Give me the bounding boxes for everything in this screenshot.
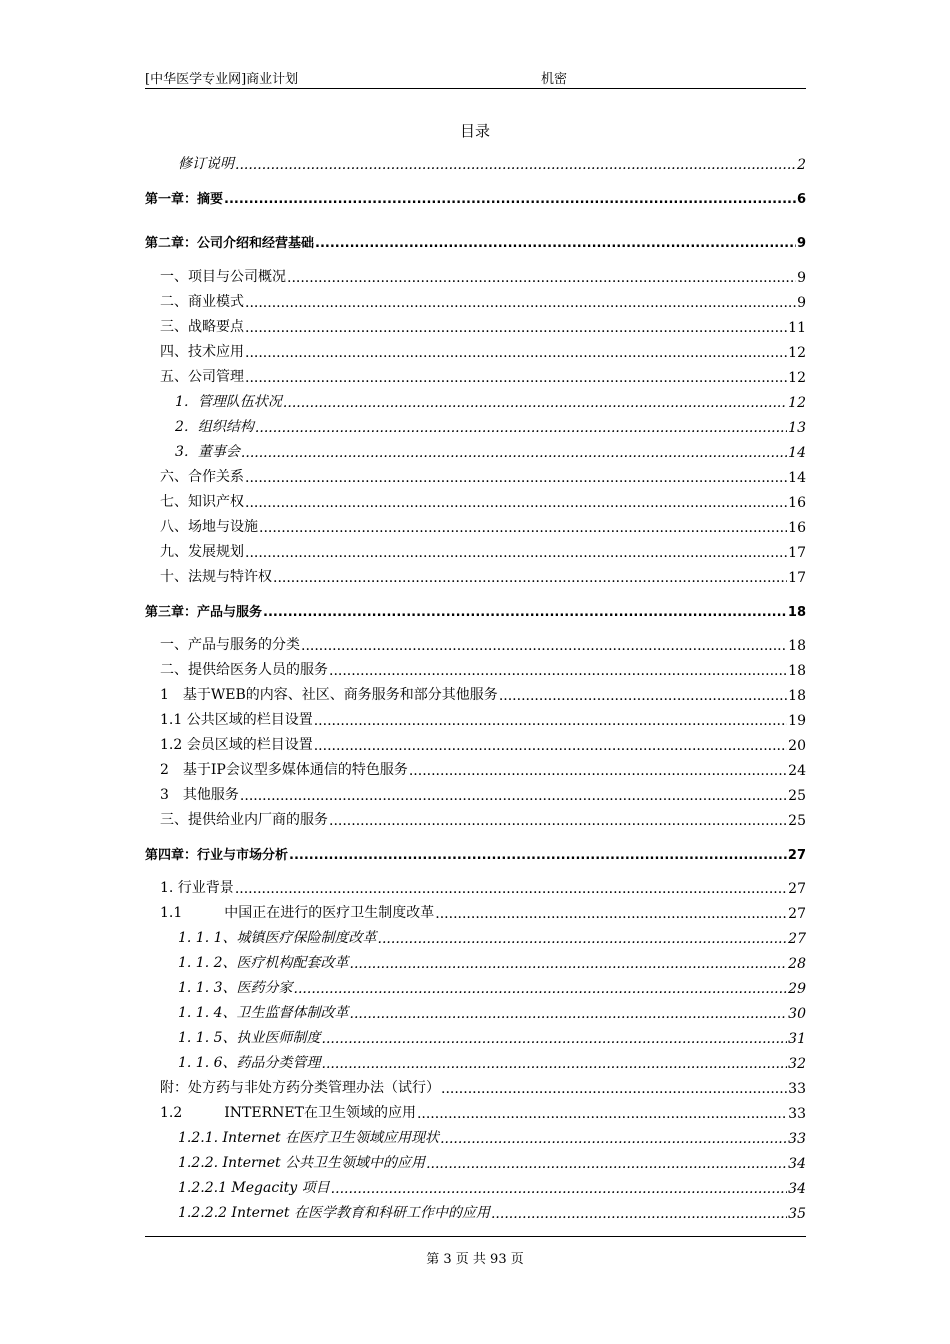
toc-entry-label: 1. 1. 3、医药分家 [178,980,293,996]
toc-entry-page-number: 18 [788,638,806,654]
toc-entry-label: 第三章：产品与服务 [145,605,263,620]
toc-entry-page-number: 33 [788,1081,806,1097]
toc-leader-dots [283,395,787,411]
toc-entry-page-number: 14 [788,470,806,486]
toc-entry-label: 九、发展规划 [160,544,244,560]
toc-entry-page-number: 20 [788,738,806,754]
toc-leader-dots [417,1106,787,1122]
toc-entry[interactable] [160,734,806,754]
toc-entry[interactable] [160,541,806,561]
toc-entry-page-number: 27 [788,931,806,947]
toc-entry[interactable] [178,1202,806,1222]
toc-entry-label: 二、提供给医务人员的服务 [160,662,328,678]
toc-entry-label: 1 基于WEB的内容、社区、商务服务和部分其他服务 [160,687,498,703]
toc-entry-page-number: 33 [788,1131,806,1147]
toc-entry[interactable] [145,187,806,207]
toc-entry[interactable] [178,1127,806,1147]
toc-entry-page-number: 9 [797,270,806,286]
toc-entry-page-number: 27 [788,881,806,897]
toc-entry[interactable] [178,977,806,997]
toc-entry[interactable] [178,1152,806,1172]
toc-entry-label: 1. 1. 5、执业医师制度 [178,1030,321,1046]
toc-entry-label: 1.2.2.1 Megacity 项目 [178,1180,330,1196]
toc-entry-page-number: 16 [788,520,806,536]
toc-entry-label: 第二章：公司介绍和经营基础 [145,236,315,251]
toc-entry-label: 1. 1. 2、医疗机构配套改革 [178,955,349,971]
toc-leader-dots [245,545,787,561]
toc-leader-dots [322,1031,788,1047]
toc-leader-dots [331,1181,788,1197]
toc-leader-dots [255,420,787,436]
toc-entry-label: 二、商业模式 [160,294,244,310]
toc-entry-label: 1. 1. 4、卫生监督体制改革 [178,1005,349,1021]
toc-entry-label: 1.1 中国正在进行的医疗卫生制度改革 [160,905,435,921]
toc-entry-label: 七、知识产权 [160,494,244,510]
toc-entry-label: 一、产品与服务的分类 [160,637,300,653]
toc-entry[interactable] [160,1102,806,1122]
toc-entry-label: 1.2.1. Internet 在医疗卫生领域应用现状 [178,1130,440,1146]
toc-entry-page-number: 29 [788,981,806,997]
toc-entry-page-number: 28 [788,956,806,972]
toc-entry[interactable] [160,566,806,586]
toc-leader-dots [409,763,787,779]
toc-entry-label: 1.2.2. Internet 公共卫生领域中的应用 [178,1155,426,1171]
toc-leader-dots [263,605,787,620]
toc-leader-dots [235,157,796,173]
toc-entry[interactable] [160,684,806,704]
toc-entry-page-number: 18 [788,663,806,679]
toc-entry-page-number: 24 [788,763,806,779]
toc-entry-page-number: 2 [797,157,806,173]
toc-leader-dots [350,1006,788,1022]
toc-entry-page-number: 17 [788,545,806,561]
toc-entry[interactable] [175,441,806,461]
toc-entry-label: 三、战略要点 [160,319,244,335]
toc-entry-label: 1.2 会员区域的栏目设置 [160,737,313,753]
toc-entry-label: 2．组织结构 [175,419,254,435]
toc-entry[interactable] [160,291,806,311]
toc-entry-page-number: 30 [788,1006,806,1022]
toc-leader-dots [435,906,787,922]
toc-entry-page-number: 6 [796,192,806,207]
toc-entry[interactable] [160,491,806,511]
page-footer: 第 3 页 共 93 页 [426,1252,524,1267]
toc-entry-label: 修订说明 [178,156,234,172]
toc-entry-label: 第四章：行业与市场分析 [145,848,289,863]
toc-entry-page-number: 27 [787,848,806,863]
toc-leader-dots [245,320,787,336]
toc-entry[interactable] [160,709,806,729]
toc-leader-dots [241,445,787,461]
toc-entry[interactable] [175,416,806,436]
header-confidential-label: 机密 [541,72,568,87]
toc-leader-dots [235,881,787,897]
toc-entry-page-number: 34 [788,1181,806,1197]
toc-entry[interactable] [160,266,806,286]
toc-entry[interactable] [160,877,806,897]
toc-entry-page-number: 34 [788,1156,806,1172]
toc-entry-label: 1. 行业背景 [160,880,234,896]
toc-entry[interactable] [145,600,806,620]
toc-entry-page-number: 25 [788,813,806,829]
toc-entry-label: 一、项目与公司概况 [160,269,286,285]
toc-entry[interactable] [178,1027,806,1047]
toc-leader-dots [350,956,788,972]
toc-entry[interactable] [145,843,806,863]
toc-leader-dots [499,688,787,704]
toc-leader-dots [273,570,787,586]
header-document-title: [中华医学专业网]商业计划 [145,72,299,87]
toc-entry[interactable] [160,784,806,804]
toc-entry[interactable] [145,231,806,251]
toc-leader-dots [259,520,787,536]
toc-entry[interactable] [178,1052,806,1072]
toc-entry-label: 十、法规与特许权 [160,569,272,585]
toc-leader-dots [245,370,787,386]
toc-leader-dots [224,192,796,207]
toc-leader-dots [441,1081,787,1097]
toc-entry-label: 1.1 公共区域的栏目设置 [160,712,313,728]
toc-entry-page-number: 33 [788,1106,806,1122]
page-header [145,66,806,89]
toc-entry[interactable] [178,153,806,173]
toc-leader-dots [301,638,787,654]
toc-entry[interactable] [160,902,806,922]
toc-entry-label: 三、提供给业内厂商的服务 [160,812,328,828]
toc-leader-dots [378,931,788,947]
toc-leader-dots [240,788,787,804]
toc-leader-dots [245,295,796,311]
toc-entry-label: 1. 1. 6、药品分类管理 [178,1055,321,1071]
toc-entry[interactable] [160,341,806,361]
toc-leader-dots [440,1131,787,1147]
toc-leader-dots [314,738,787,754]
toc-entry-page-number: 11 [788,320,806,336]
toc-entry-page-number: 17 [788,570,806,586]
toc-entry[interactable] [178,1177,806,1197]
toc-entry[interactable] [178,1002,806,1022]
toc-entry[interactable] [160,759,806,779]
toc-entry-label: 3 其他服务 [160,787,239,803]
toc-leader-dots [426,1156,787,1172]
toc-entry[interactable] [160,634,806,654]
toc-entry-label: 五、公司管理 [160,369,244,385]
toc-leader-dots [329,813,787,829]
toc-entry[interactable] [178,952,806,972]
toc-leader-dots [491,1206,787,1222]
toc-entry-label: 第一章：摘要 [145,192,224,207]
toc-entry-label: 1. 1. 1、城镇医疗保险制度改革 [178,930,377,946]
toc-entry-label: 1.2.2.2 Internet 在医学教育和科研工作中的应用 [178,1205,490,1221]
toc-leader-dots [322,1056,788,1072]
toc-entry-label: 附：处方药与非处方药分类管理办法（试行） [160,1080,440,1096]
toc-entry[interactable] [178,927,806,947]
toc-entry-page-number: 25 [788,788,806,804]
toc-entry-page-number: 12 [788,395,806,411]
toc-entry-page-number: 16 [788,495,806,511]
toc-entry[interactable] [160,466,806,486]
toc-entry-page-number: 27 [788,906,806,922]
toc-entry-page-number: 35 [788,1206,806,1222]
toc-entry-label: 六、合作关系 [160,469,244,485]
toc-entry-page-number: 31 [788,1031,806,1047]
toc-entry[interactable] [160,516,806,536]
toc-leader-dots [314,713,787,729]
toc-entry[interactable] [160,1077,806,1097]
footer-divider [145,1236,806,1237]
toc-entry-label: 1.2 INTERNET在卫生领域的应用 [160,1105,416,1121]
toc-leader-dots [245,495,787,511]
toc-leader-dots [294,981,788,997]
toc-entry-page-number: 12 [788,345,806,361]
toc-entry-label: 四、技术应用 [160,344,244,360]
toc-title: 目录 [459,122,490,140]
toc-entry[interactable] [175,391,806,411]
toc-leader-dots [315,236,796,251]
toc-entry-label: 2 基于IP会议型多媒体通信的特色服务 [160,762,408,778]
toc-entry-page-number: 18 [787,605,806,620]
toc-entry-page-number: 9 [797,295,806,311]
toc-entry[interactable] [160,809,806,829]
toc-entry-page-number: 14 [788,445,806,461]
toc-entry-page-number: 13 [788,420,806,436]
toc-entry-page-number: 9 [796,236,806,251]
toc-entry[interactable] [160,659,806,679]
toc-leader-dots [329,663,787,679]
toc-leader-dots [287,270,796,286]
toc-entry-label: 3．董事会 [175,444,240,460]
toc-entry-label: 八、场地与设施 [160,519,258,535]
toc-entry-label: 1．管理队伍状况 [175,394,282,410]
toc-entry-page-number: 32 [788,1056,806,1072]
toc-entry[interactable] [160,366,806,386]
toc-entry-page-number: 19 [788,713,806,729]
toc-leader-dots [245,345,787,361]
toc-entry-page-number: 18 [788,688,806,704]
toc-leader-dots [289,848,787,863]
toc-leader-dots [245,470,787,486]
toc-entry-page-number: 12 [788,370,806,386]
toc-entry[interactable] [160,316,806,336]
